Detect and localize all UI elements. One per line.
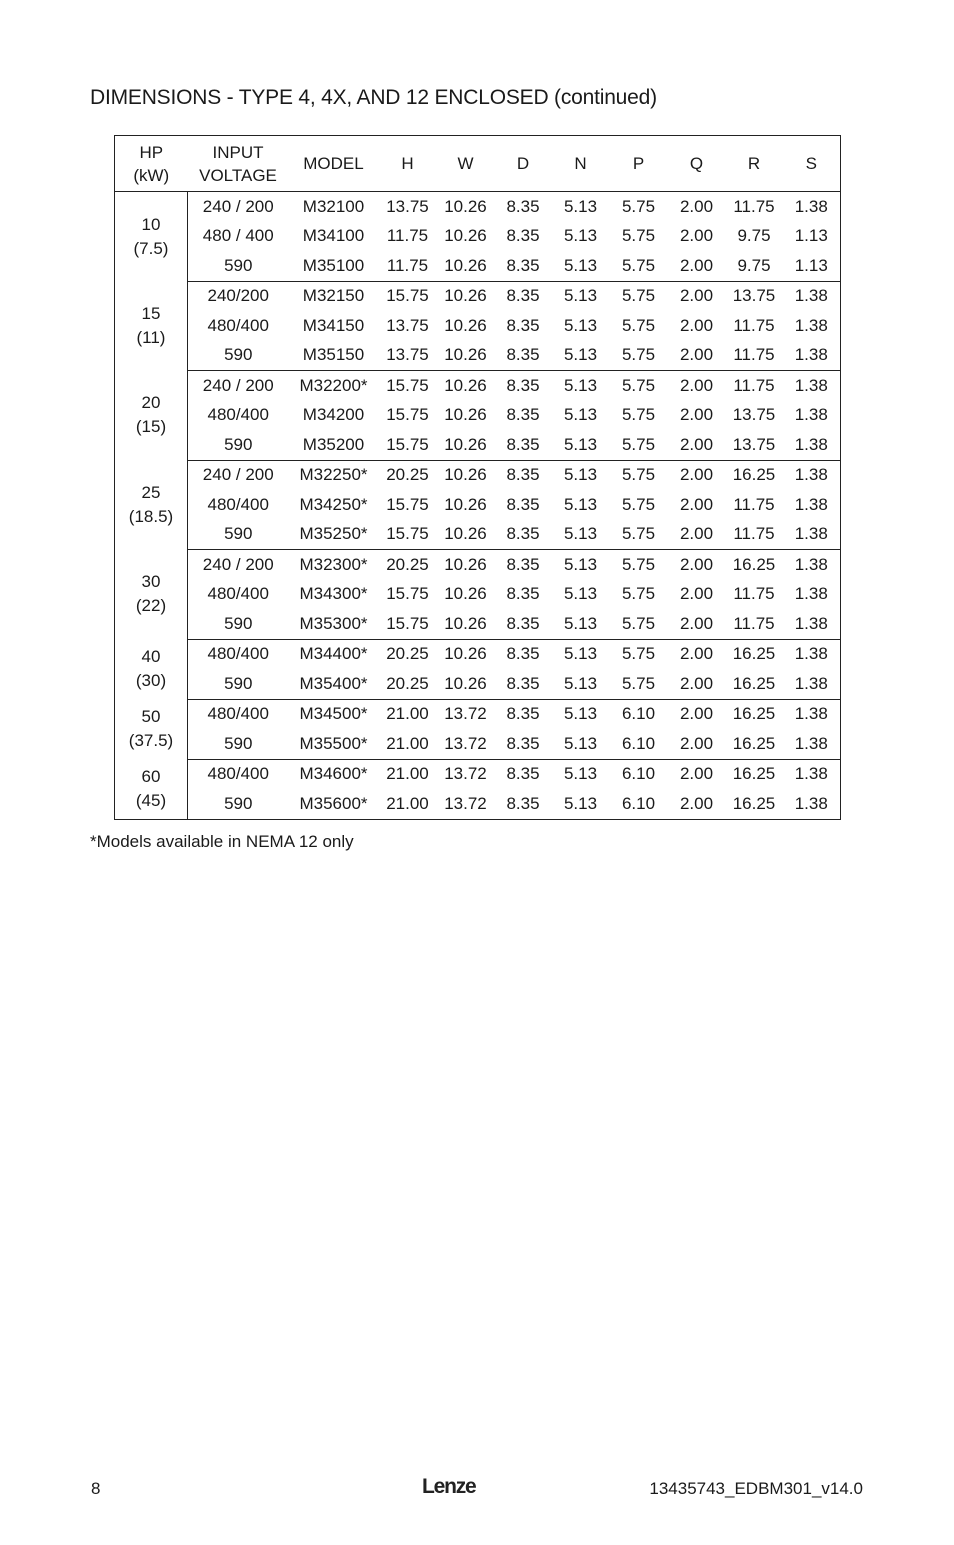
hp-kw-cell — [115, 550, 188, 640]
table-cell: 5.13 — [552, 251, 610, 281]
table-cell: 8.35 — [495, 609, 552, 639]
table-cell: 13.72 — [444, 793, 487, 813]
table-cell: 13.75 — [386, 315, 429, 335]
table-cell: 5.75 — [621, 315, 656, 335]
table-cell: 15.75 — [386, 286, 429, 306]
column-header — [289, 136, 379, 192]
table-cell: 11.75 — [386, 226, 429, 246]
table-header-row — [115, 136, 841, 192]
table-cell: 20.25 — [386, 554, 429, 574]
table-cell: 480/400 — [207, 764, 269, 784]
hp-value: 30 — [141, 572, 161, 592]
table-cell: 480/400 — [207, 405, 269, 425]
kw-value: (37.5) — [128, 731, 174, 750]
kw-value: (18.5) — [128, 506, 174, 526]
table-cell: 5.75 — [621, 465, 656, 485]
kw-value: (30) — [135, 671, 167, 690]
table-cell: 16.25 — [732, 793, 776, 813]
table-cell: 2.00 — [668, 520, 726, 550]
table-cell: 2.00 — [668, 669, 726, 699]
table-cell: M34400* — [299, 644, 368, 664]
table-cell: 480/400 — [207, 584, 269, 604]
table-cell: 10.26 — [444, 315, 487, 335]
table-cell: 16.25 — [726, 669, 783, 699]
table-cell: 8.35 — [495, 729, 552, 759]
hp-kw-cell — [115, 639, 188, 699]
table-cell: 8.35 — [506, 286, 540, 306]
table-row — [115, 192, 841, 222]
table-body — [115, 192, 841, 820]
table-cell: 11.75 — [733, 375, 775, 395]
table-cell: 2.00 — [679, 584, 714, 604]
table-cell: 1.38 — [783, 609, 841, 639]
table-cell: 5.13 — [563, 584, 598, 604]
table-cell: 2.00 — [668, 341, 726, 371]
table-cell: M34600* — [299, 764, 368, 784]
table-cell: 5.13 — [563, 764, 598, 784]
table-cell: 6.10 — [621, 704, 656, 724]
table-cell: 2.00 — [679, 494, 714, 514]
table-cell: M34200 — [302, 405, 365, 425]
table-cell: 1.38 — [794, 644, 828, 664]
column-header-label: D — [516, 154, 530, 173]
column-header-label: N — [574, 154, 587, 173]
table-row — [115, 251, 841, 281]
table-cell: M35500* — [289, 729, 379, 759]
table-cell: 590 — [188, 609, 289, 639]
table-cell: 1.38 — [783, 520, 841, 550]
table-cell: 2.00 — [679, 405, 714, 425]
hp-value: 25 — [141, 482, 161, 502]
table-row — [115, 550, 841, 580]
table-row — [115, 222, 841, 252]
table-cell: 2.00 — [679, 704, 714, 724]
table-cell: 10.26 — [444, 554, 487, 574]
table-cell: M35200 — [289, 430, 379, 460]
table-cell: 15.75 — [386, 494, 429, 514]
table-cell: 8.35 — [495, 520, 552, 550]
hp-kw-cell — [115, 699, 188, 759]
table-cell: 6.10 — [621, 764, 656, 784]
column-header-label: H — [401, 154, 414, 173]
table-cell: 11.75 — [733, 494, 775, 514]
hp-value: 50 — [141, 707, 161, 726]
table-cell: 6.10 — [610, 729, 668, 759]
column-header — [610, 136, 668, 192]
table-cell: 480/400 — [207, 315, 269, 335]
table-cell: 5.13 — [563, 554, 598, 574]
footnote: *Models available in NEMA 12 only — [90, 832, 354, 851]
table-cell: 13.75 — [386, 196, 429, 216]
table-cell: 21.00 — [386, 793, 429, 813]
table-cell: 10.26 — [437, 251, 495, 281]
table-cell: 8.35 — [506, 644, 540, 664]
page-number: 8 — [91, 1479, 101, 1498]
table-cell: 11.75 — [733, 584, 775, 604]
table-cell: 15.75 — [386, 405, 429, 425]
table-cell: 8.35 — [506, 554, 540, 574]
table-cell: 15.75 — [386, 584, 429, 604]
hp-value: 10 — [141, 214, 161, 234]
hp-value: 15 — [141, 303, 161, 323]
table-cell: M32100 — [302, 196, 365, 216]
table-cell: 13.72 — [437, 729, 495, 759]
table-cell: 590 — [188, 520, 289, 550]
hp-value: 60 — [141, 766, 161, 786]
table-cell: 8.35 — [495, 669, 552, 699]
table-row — [115, 729, 841, 759]
table-row — [115, 281, 841, 311]
table-cell: 5.13 — [552, 430, 610, 460]
table-cell: 10.26 — [444, 644, 487, 664]
kw-value: (45) — [135, 790, 167, 810]
table-cell: 1.38 — [794, 196, 828, 216]
table-cell: 8.35 — [495, 251, 552, 281]
table-row — [115, 759, 841, 789]
table-cell: M34150 — [302, 315, 365, 335]
column-header — [495, 136, 552, 192]
column-header — [188, 136, 289, 192]
table-cell: 21.00 — [379, 729, 437, 759]
table-cell: 5.75 — [610, 669, 668, 699]
table-cell: M35400* — [289, 669, 379, 699]
column-header — [379, 136, 437, 192]
table-cell: 2.00 — [679, 286, 714, 306]
table-cell: 5.13 — [552, 669, 610, 699]
table-cell: 5.13 — [563, 793, 598, 813]
column-header-label: W — [457, 154, 474, 173]
kw-value: (11) — [136, 327, 166, 347]
table-cell: 590 — [188, 341, 289, 371]
lenze-logo: Lenze — [422, 1475, 476, 1498]
table-cell: 10.26 — [437, 520, 495, 550]
table-cell: 8.35 — [506, 196, 540, 216]
table-cell: 10.26 — [444, 494, 487, 514]
hp-kw-cell — [115, 281, 188, 371]
table-cell: 9.75 — [737, 226, 771, 246]
table-cell: 5.75 — [621, 196, 656, 216]
table-cell: 5.13 — [563, 644, 598, 664]
table-cell: 2.00 — [668, 430, 726, 460]
table-cell: 15.75 — [379, 609, 437, 639]
table-cell: M34100 — [302, 226, 365, 246]
table-cell: 2.00 — [679, 644, 714, 664]
table-cell: 8.35 — [506, 315, 540, 335]
table-cell: 13.72 — [444, 704, 487, 724]
hp-kw-cell — [115, 371, 188, 461]
table-cell: 5.75 — [610, 609, 668, 639]
table-cell: 5.13 — [563, 465, 598, 485]
column-header — [783, 136, 841, 192]
table-cell: 8.35 — [495, 341, 552, 371]
table-row — [115, 580, 841, 610]
table-cell: 240/200 — [207, 286, 269, 306]
table-cell: M35300* — [289, 609, 379, 639]
table-cell: 1.38 — [794, 584, 828, 604]
table-cell: 10.26 — [444, 226, 487, 246]
table-row — [115, 669, 841, 699]
table-cell: 10.26 — [444, 405, 487, 425]
table-cell: 5.75 — [610, 341, 668, 371]
table-row — [115, 609, 841, 639]
table-cell: 5.75 — [610, 430, 668, 460]
table-row — [115, 430, 841, 460]
column-header-sublabel: VOLTAGE — [199, 165, 277, 185]
table-cell: 480/400 — [207, 704, 269, 724]
table-cell: 5.75 — [610, 520, 668, 550]
column-header-label: INPUT — [212, 142, 264, 162]
table-cell: 5.75 — [621, 494, 656, 514]
kw-value: (15) — [135, 417, 167, 437]
table-cell: 15.75 — [379, 430, 437, 460]
table-cell: M35150 — [289, 341, 379, 371]
table-cell: 5.75 — [621, 584, 656, 604]
table-cell: 13.75 — [732, 286, 776, 306]
table-cell: 1.38 — [794, 375, 828, 395]
table-cell: 1.13 — [794, 226, 828, 246]
column-header — [552, 136, 610, 192]
table-cell: 2.00 — [679, 375, 714, 395]
table-cell: 240 / 200 — [202, 196, 274, 216]
table-cell: 6.10 — [621, 793, 656, 813]
table-cell: 480/400 — [207, 494, 269, 514]
table-cell: 10.26 — [444, 465, 487, 485]
column-header — [115, 136, 188, 192]
table-cell: 2.00 — [679, 764, 714, 784]
table-row — [115, 371, 841, 401]
table-cell: M32250* — [299, 465, 368, 485]
table-cell: 2.00 — [679, 465, 714, 485]
table-cell: 11.75 — [733, 196, 775, 216]
table-cell: 8.35 — [506, 584, 540, 604]
table-row — [115, 311, 841, 341]
kw-value: (7.5) — [133, 238, 169, 258]
table-cell: 11.75 — [379, 251, 437, 281]
table-row — [115, 341, 841, 371]
table-cell: 5.13 — [552, 609, 610, 639]
table-cell: 2.00 — [679, 226, 714, 246]
table-row — [115, 789, 841, 819]
table-cell: 590 — [188, 669, 289, 699]
table-cell: 16.25 — [732, 644, 776, 664]
table-cell: 590 — [188, 251, 289, 281]
table-cell: 590 — [188, 729, 289, 759]
table-cell: 1.38 — [794, 494, 828, 514]
table-cell: 13.75 — [379, 341, 437, 371]
table-cell: 8.35 — [506, 704, 540, 724]
table-cell: 1.38 — [794, 465, 828, 485]
table-cell: 10.26 — [444, 286, 487, 306]
table-cell: 5.75 — [621, 226, 656, 246]
table-cell: 2.00 — [668, 251, 726, 281]
table-cell: 5.13 — [563, 375, 598, 395]
column-header-label: Q — [689, 154, 704, 173]
table-cell: 1.38 — [794, 764, 828, 784]
table-cell: 1.38 — [783, 729, 841, 759]
column-header-label: P — [632, 154, 645, 173]
table-cell: 1.38 — [794, 286, 828, 306]
table-cell: 8.35 — [506, 494, 540, 514]
table-row — [115, 639, 841, 669]
table-cell: 11.75 — [726, 341, 783, 371]
table-cell: 5.75 — [621, 554, 656, 574]
table-cell: M32150 — [302, 286, 365, 306]
table-cell: 11.75 — [733, 315, 775, 335]
table-cell: 5.13 — [563, 315, 598, 335]
table-cell: 1.38 — [794, 405, 828, 425]
table-cell: M32200* — [299, 375, 368, 395]
table-cell: M34250* — [299, 494, 368, 514]
kw-value: (22) — [135, 596, 167, 616]
table-cell: 16.25 — [732, 554, 776, 574]
table-cell: 5.13 — [563, 226, 598, 246]
table-cell: 2.00 — [679, 196, 714, 216]
table-cell: M35600* — [299, 793, 368, 813]
table-cell: 1.38 — [783, 430, 841, 460]
table-cell: 16.25 — [732, 704, 776, 724]
hp-kw-cell — [115, 460, 188, 550]
table-cell: 5.75 — [621, 286, 656, 306]
table-cell: 8.35 — [506, 226, 540, 246]
hp-kw-cell — [115, 192, 188, 282]
table-cell: 10.26 — [444, 375, 487, 395]
table-cell: 5.75 — [621, 405, 656, 425]
table-cell: 2.00 — [668, 609, 726, 639]
table-cell: 15.75 — [386, 375, 429, 395]
table-cell: 21.00 — [386, 764, 429, 784]
table-cell: 1.38 — [783, 669, 841, 699]
table-cell: M35100 — [289, 251, 379, 281]
table-cell: 5.13 — [563, 405, 598, 425]
table-cell: 16.25 — [732, 465, 776, 485]
table-cell: M34500* — [299, 704, 368, 724]
table-cell: 5.13 — [552, 520, 610, 550]
table-cell: 1.38 — [783, 341, 841, 371]
table-cell: 1.13 — [783, 251, 841, 281]
table-cell: 8.35 — [506, 793, 540, 813]
table-cell: 5.13 — [563, 494, 598, 514]
table-row — [115, 490, 841, 520]
hp-value: 40 — [141, 647, 161, 666]
document-id: 13435743_EDBM301_v14.0 — [649, 1479, 863, 1498]
table-cell: 1.38 — [794, 793, 828, 813]
table-cell: M32300* — [299, 554, 368, 574]
page-title: DIMENSIONS - TYPE 4, 4X, AND 12 ENCLOSED (continued) — [90, 86, 657, 109]
table-cell: 480/400 — [207, 644, 269, 664]
table-cell: 480 / 400 — [202, 226, 274, 246]
column-header-sublabel: (kW) — [133, 165, 170, 185]
table-cell: 8.35 — [506, 764, 540, 784]
column-header-label: MODEL — [303, 154, 364, 173]
table-cell: 13.72 — [444, 764, 487, 784]
table-cell: 20.25 — [379, 669, 437, 699]
hp-value: 20 — [141, 393, 161, 413]
table-cell: 590 — [188, 430, 289, 460]
table-cell: 1.38 — [794, 315, 828, 335]
column-header-label: HP — [139, 142, 164, 162]
table-cell: 15.75 — [379, 520, 437, 550]
table-cell: 2.00 — [679, 793, 714, 813]
table-cell: 240 / 200 — [202, 554, 274, 574]
table-cell: 13.75 — [732, 405, 776, 425]
table-cell: 10.26 — [437, 341, 495, 371]
table-cell: 2.00 — [679, 315, 714, 335]
table-cell: 5.13 — [552, 729, 610, 759]
table-cell: 5.13 — [563, 286, 598, 306]
table-cell: 10.26 — [444, 196, 487, 216]
table-cell: 10.26 — [444, 584, 487, 604]
hp-kw-cell — [115, 759, 188, 819]
table-cell: 8.35 — [506, 465, 540, 485]
table-cell: 1.38 — [794, 554, 828, 574]
table-cell: M35250* — [289, 520, 379, 550]
column-header — [668, 136, 726, 192]
table-cell: 8.35 — [506, 405, 540, 425]
column-header-label: S — [805, 154, 817, 173]
table-cell: 2.00 — [668, 729, 726, 759]
table-cell: 16.25 — [732, 764, 776, 784]
table-cell: 10.26 — [437, 430, 495, 460]
table-cell: 5.13 — [563, 704, 598, 724]
table-cell: 590 — [224, 793, 253, 813]
table-cell: 10.26 — [437, 669, 495, 699]
table-cell: 10.26 — [437, 609, 495, 639]
table-row — [115, 460, 841, 490]
table-cell: 5.75 — [610, 251, 668, 281]
table-cell: 21.00 — [386, 704, 429, 724]
column-header-label: R — [747, 154, 761, 173]
table-cell: 5.13 — [552, 341, 610, 371]
table-cell: 5.75 — [621, 375, 656, 395]
table-cell: 240 / 200 — [202, 375, 274, 395]
table-cell: M34300* — [299, 584, 368, 604]
table-cell: 8.35 — [506, 375, 540, 395]
table-cell: 5.13 — [563, 196, 598, 216]
table-row — [115, 520, 841, 550]
table-cell: 2.00 — [679, 554, 714, 574]
table-cell: 240 / 200 — [202, 465, 274, 485]
table-cell: 16.25 — [726, 729, 783, 759]
table-cell: 8.35 — [495, 430, 552, 460]
dimensions-table — [114, 135, 841, 820]
column-header — [726, 136, 783, 192]
table-row — [115, 401, 841, 431]
table-cell: 13.75 — [726, 430, 783, 460]
table-cell: 5.75 — [621, 644, 656, 664]
table-row — [115, 699, 841, 729]
table-cell: 1.38 — [794, 704, 828, 724]
table-cell: 20.25 — [386, 465, 429, 485]
table-cell: 20.25 — [386, 644, 429, 664]
table-cell: 11.75 — [726, 609, 783, 639]
table-cell: 11.75 — [726, 520, 783, 550]
table-cell: 9.75 — [726, 251, 783, 281]
column-header — [437, 136, 495, 192]
